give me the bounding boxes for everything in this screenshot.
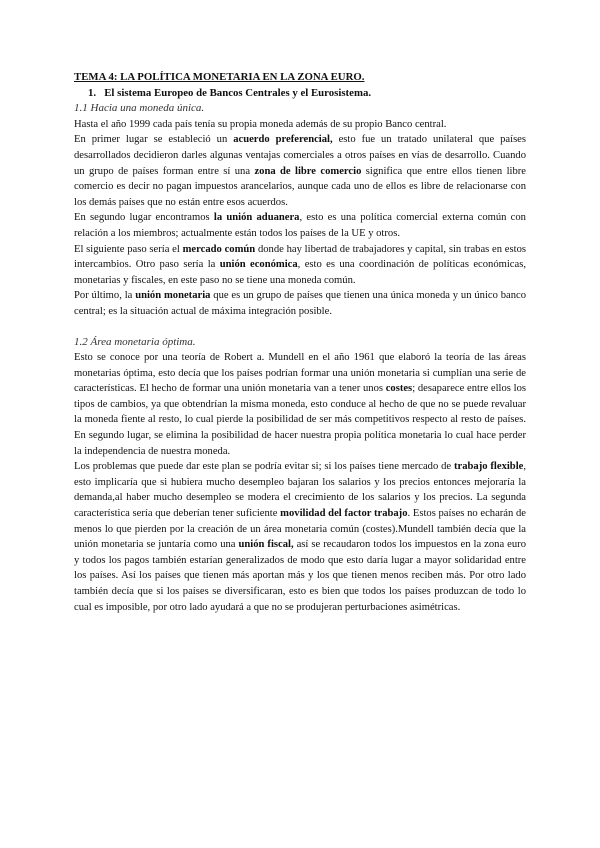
p2-text-a: En primer lugar se estableció un [74, 134, 234, 146]
subheading-1-2: 1.2 Área monetaria óptima. [74, 335, 196, 348]
p7-keyword-movilidad: movilidad del factor trabajo [280, 508, 408, 520]
p3-text-a: En segundo lugar encontramos [74, 212, 214, 224]
paragraph-4 [74, 242, 526, 289]
p4-keyword-union-economica: unión económica [219, 259, 298, 271]
p6-text-b: ; desaparece entre ellos los tipos de cambios, ya que obtendrían la misma moneda, esto conduce al hecho de que no se puede revaluar la moneda fiente al resto, lo cual pierde la posibilidad de ser más competitivos respecto al resto de países. En segundo lugar, se elimina la posibilidad de hacer nuestra propia política monetaria lo cual hace perder la independencia de nuestra moneda. [74, 383, 526, 457]
p4-keyword-mercado-comun: mercado común [182, 243, 256, 255]
document-body [74, 70, 526, 615]
p7-text-d: así se recaudaron todos los impuestos en la zona euro y todos los pagos también estarían generalizados de modo que esto daría lugar a mayor solidaridad entre los países. Así los países que tienen más aportan más y los que tienen menos reciben más. Por otro lado también decía que si los países se diversificaran, esto es bien que todos los países produzcan de todo lo cual es imposible, por otro lado ayudará a que no se produjeran perturbaciones asimétricas. [74, 539, 526, 613]
paragraph-5 [74, 288, 526, 319]
section-title: El sistema Europeo de Bancos Centrales y el Eurosistema. [104, 86, 372, 99]
document-title: TEMA 4: LA POLÍTICA MONETARIA EN LA ZONA EURO. [74, 71, 365, 83]
p6-text-a: Esto se conoce por una teoría de Robert a. Mundell en el año 1961 que elaboró la teoría de las áreas monetarias óptima, esto decía que los países podrían formar una unión monetaria si cumplían una serie de características. El hecho de formar una unión monetaria van a tener unos [74, 352, 526, 395]
p2-text-c: significa que entre ellos tienen libre comercio es decir no pagan impuestos arancelarios, aunque cada uno de ellos es libre de relacionarse con los demás países que no están entre esos acuerdos. [74, 165, 526, 208]
p6-keyword-costes: costes [385, 383, 413, 395]
p5-text-b: que es un grupo de países que tienen una única moneda y un único banco central; es la situación actual de máxima integración posible. [74, 290, 527, 317]
paragraph-7 [74, 459, 526, 615]
section-number: 1. [88, 86, 97, 99]
subheading-1-1: 1.1 Hacia una moneda única. [74, 102, 205, 115]
p3-text-b: , esto es una política comercial externa común con relación a los miembros; actualmente están todos los países de la UE y otros. [74, 212, 526, 239]
p7-keyword-union-fiscal: unión fiscal, [238, 539, 294, 551]
p2-keyword-acuerdo: acuerdo preferencial, [233, 134, 333, 146]
p5-text-a: Por último, la [74, 290, 136, 302]
p3-keyword-union-aduanera: la unión aduanera [213, 212, 300, 224]
p7-text-b: , esto implicaría que si hubiera mucho desempleo bajaran los salarios y los precios entonces mejoraría la demanda,al haber mucho desempleo se modera el crecimiento de los salarios y los precios. La segunda característica sería que deberían tener suficiente [74, 461, 526, 520]
section-heading [88, 86, 526, 102]
p4-text-c: , esto es una coordinación de políticas económicas, monetarias y fiscales, en este paso no se tiene una moneda común. [74, 259, 526, 286]
paragraph-3 [74, 210, 526, 241]
spacer [74, 320, 526, 335]
paragraph-1: Hasta el año 1999 cada país tenía su propia moneda además de su propio Banco central. [74, 118, 447, 130]
p2-text-b: esto fue un tratado unilateral que países desarrollados decidieron darles algunas ventajas comerciales a otros países en vías de desarrollo. Cuando un grupo de países forman entre sí una [74, 134, 527, 177]
p2-keyword-zona: zona de libre comercio [254, 165, 362, 177]
p7-text-a: Los problemas que puede dar este plan se podría evitar si; si los países tiene mercado de [74, 461, 454, 473]
p4-text-b: donde hay libertad de trabajadores y capital, sin trabas en estos intercambios. Otro paso sería la [74, 243, 526, 271]
p7-text-c: . Estos países no echarán de menos lo que pierden por la creación de un área monetaria común (costes).Mundell también decía que la unión monetaria se juntaría como una [74, 508, 527, 551]
p4-text-a: El siguiente paso sería el [74, 243, 183, 255]
p5-keyword-union-monetaria: unión monetaria [135, 290, 211, 302]
p7-keyword-trabajo-flexible: trabajo flexible [453, 461, 524, 473]
paragraph-6 [74, 350, 526, 459]
paragraph-2 [74, 132, 526, 210]
